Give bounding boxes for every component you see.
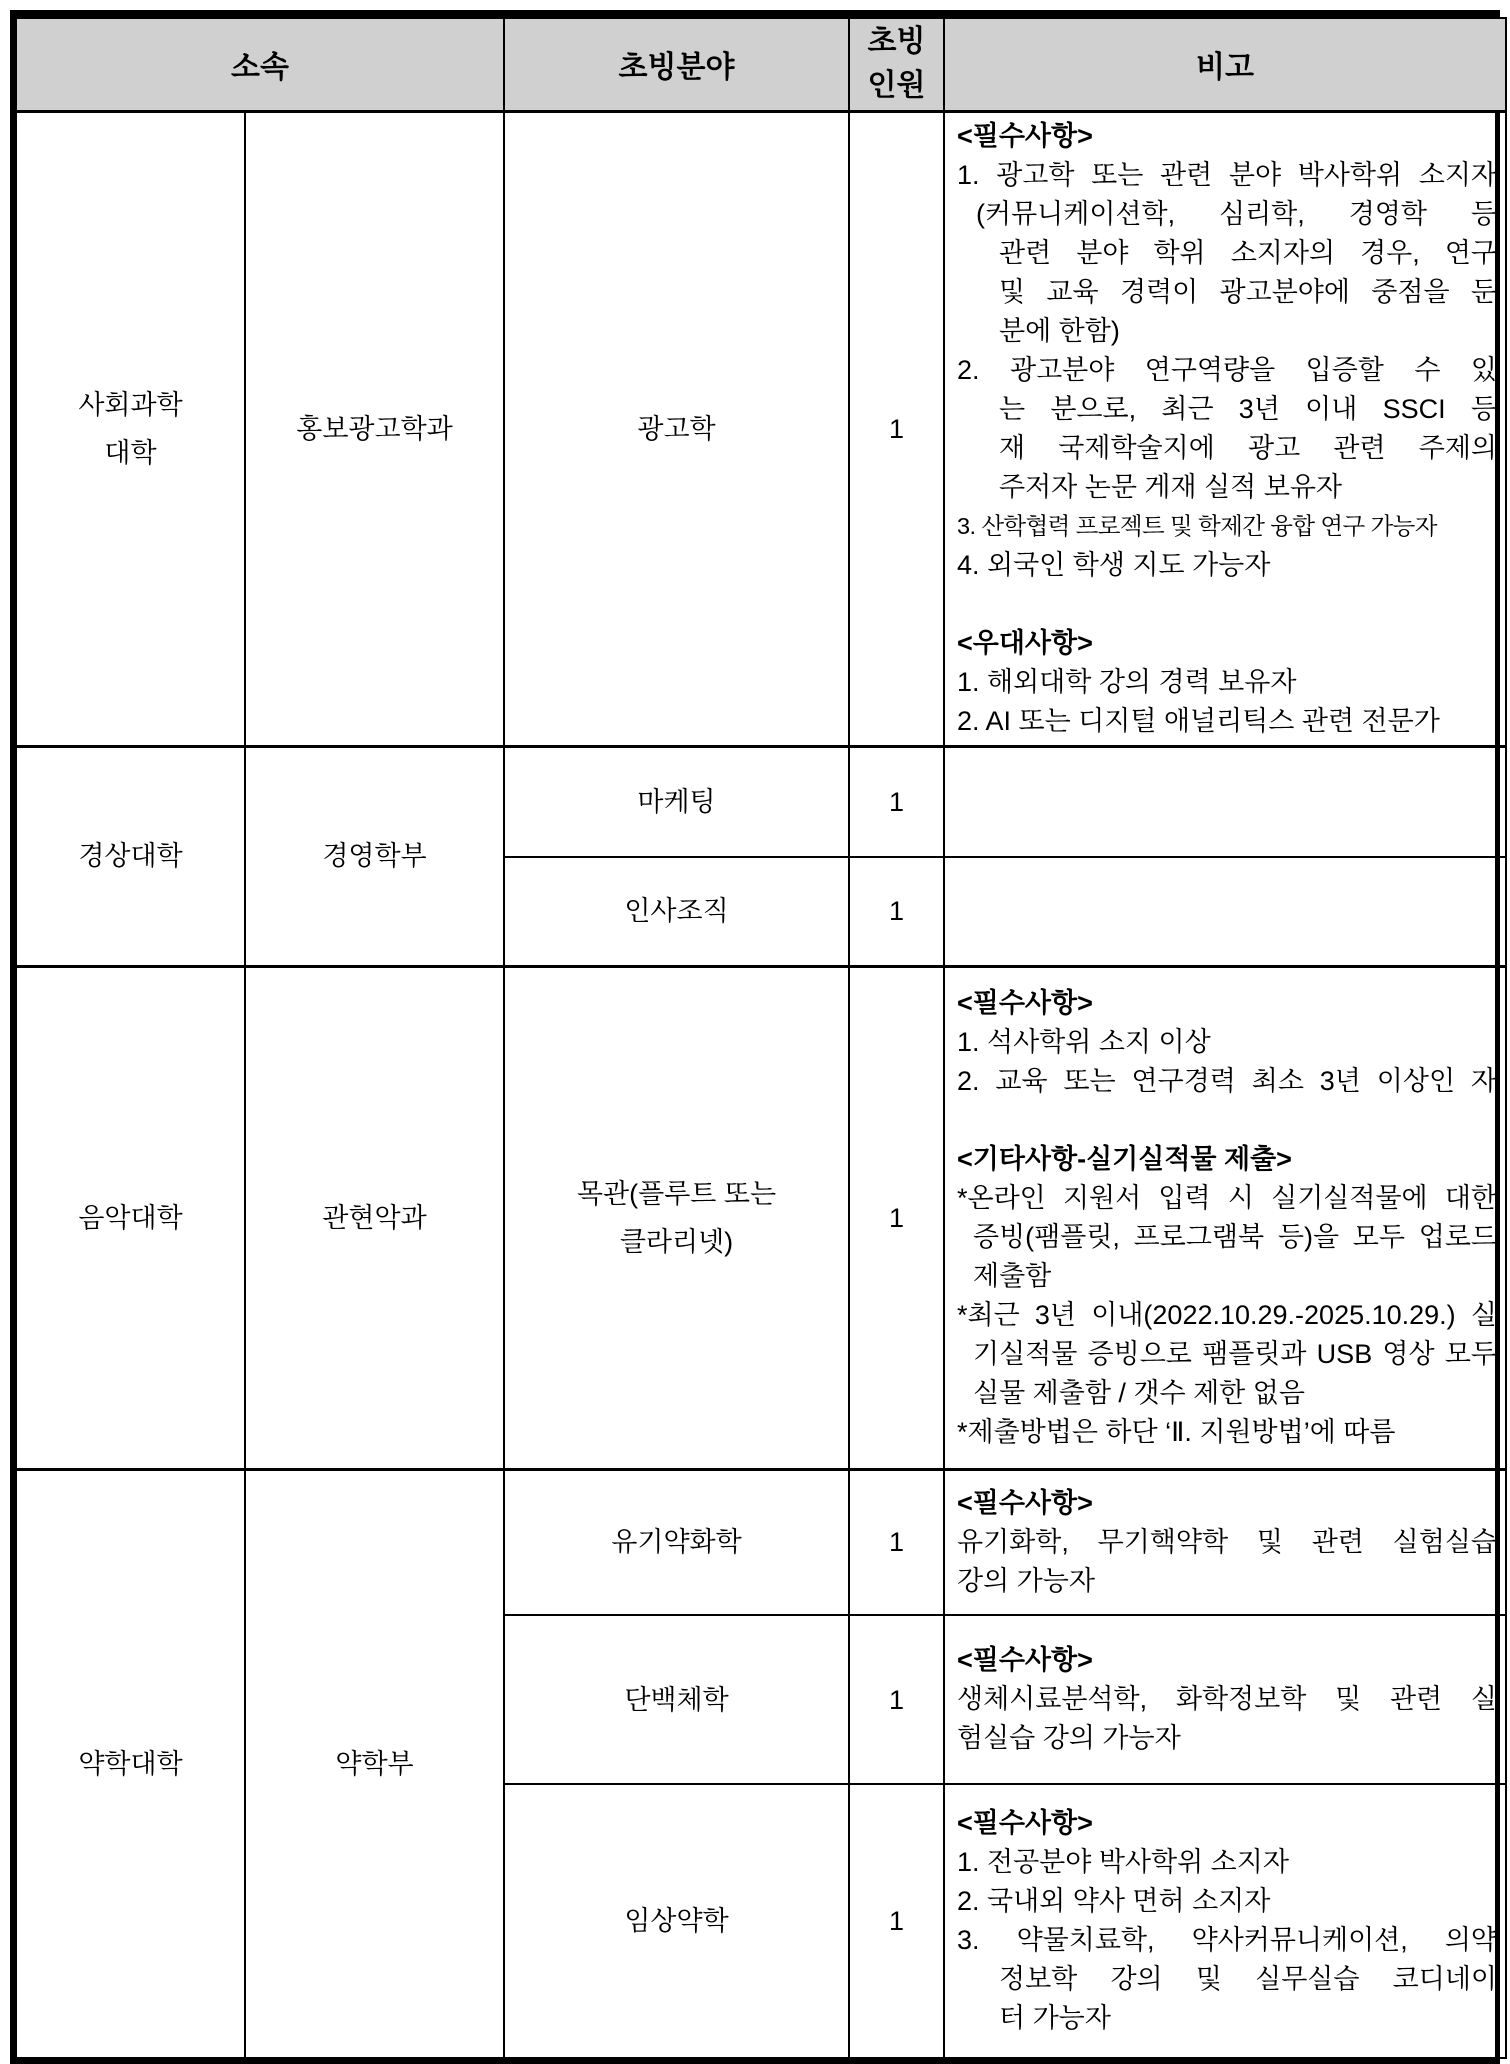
- note-line: 1. 해외대학 강의 경력 보유자: [957, 666, 1297, 697]
- note-line: 생체시료분석학, 화학정보학 및 관련 실: [957, 1684, 1497, 1714]
- note-content: [945, 1800, 1505, 2042]
- count-cell-line: 1: [888, 896, 905, 927]
- table-row: [16, 111, 1506, 746]
- field-cell-line: 클라리넷): [619, 1226, 734, 1257]
- document-page: [10, 10, 1500, 2064]
- count-cell-line: 1: [888, 1527, 905, 1558]
- note-line: 정보학 강의 및 실무실습 코디네이: [999, 1964, 1497, 1994]
- note-line: 2. 광고분야 연구역량을 입증할 수 있: [957, 354, 1497, 385]
- note-line: 1. 전공분야 박사학위 소지자: [957, 1847, 1289, 1877]
- note-line: 유기화학, 무기핵약학 및 관련 실험실습: [957, 1526, 1497, 1557]
- dept-cell-line: 약학부: [335, 1748, 414, 1779]
- note-content: [945, 113, 1505, 745]
- count-cell: [849, 111, 944, 746]
- note-line: 2. AI 또는 디지털 애널리틱스 관련 전문가: [957, 705, 1440, 736]
- table-outer-border: [10, 10, 1500, 2064]
- table-row: [16, 1469, 1506, 1615]
- note-spacer: [957, 585, 1497, 624]
- note-line: 실물 제출함 / 갯수 제한 없음: [973, 1377, 1305, 1408]
- count-cell: [849, 1615, 944, 1784]
- count-cell: [849, 1784, 944, 2058]
- note-line: <필수사항>: [957, 1487, 1093, 1518]
- count-cell-line: 1: [888, 1906, 905, 1936]
- college-cell-line: 대학: [104, 437, 157, 468]
- note-cell: [944, 1469, 1506, 1615]
- dept-cell: [245, 111, 504, 746]
- field-cell: [504, 1469, 849, 1615]
- header-count-line1: 초빙: [867, 25, 926, 59]
- field-cell-line: 인사조직: [624, 896, 729, 927]
- note-line: 재 국제학술지에 광고 관련 주제의: [999, 432, 1497, 463]
- recruitment-table: [15, 17, 1507, 2059]
- header-note: 비고: [944, 18, 1506, 111]
- note-line: <필수사항>: [957, 1808, 1093, 1838]
- note-content: [945, 907, 1505, 915]
- table-body: [16, 111, 1506, 2058]
- note-line: 4. 외국인 학생 지도 가능자: [957, 549, 1271, 580]
- note-line: 1. 석사학위 소지 이상: [957, 1026, 1211, 1057]
- note-line: (커뮤니케이션학, 심리학, 경영학 등: [976, 198, 1497, 229]
- note-line: *최근 3년 이내(2022.10.29.-2025.10.29.) 실: [957, 1299, 1497, 1330]
- dept-cell: [245, 1469, 504, 2058]
- count-cell: [849, 1469, 944, 1615]
- college-cell: [16, 111, 245, 746]
- field-cell-line: 유기약화학: [611, 1527, 742, 1558]
- header-field: 초빙분야: [504, 18, 849, 111]
- note-content: [945, 980, 1505, 1456]
- dept-cell: [245, 966, 504, 1469]
- note-line: 터 가능자: [999, 2003, 1111, 2033]
- note-line: 주저자 논문 게재 실적 보유자: [999, 471, 1342, 502]
- note-line: <필수사항>: [957, 987, 1093, 1018]
- note-line: 험실습 강의 가능자: [957, 1723, 1181, 1753]
- note-cell: [944, 857, 1506, 966]
- note-line: 증빙(팸플릿, 프로그램북 등)을 모두 업로드: [973, 1221, 1497, 1252]
- count-cell-line: 1: [888, 1684, 905, 1715]
- college-cell: [16, 966, 245, 1469]
- note-line: *제출방법은 하단 ‘Ⅱ. 지원방법’에 따름: [957, 1416, 1396, 1447]
- note-line: 강의 가능자: [957, 1565, 1095, 1596]
- dept-cell-line: 경영학부: [322, 841, 427, 871]
- dept-cell-line: 관현악과: [322, 1202, 427, 1233]
- field-cell-line: 임상약학: [624, 1906, 729, 1936]
- college-cell-line: 약학대학: [78, 1748, 183, 1779]
- field-cell-line: 목관(플루트 또는: [576, 1178, 777, 1209]
- note-cell: [944, 746, 1506, 857]
- table-header-row: [16, 18, 1506, 111]
- note-line: 제출함: [973, 1260, 1052, 1291]
- count-cell: [849, 857, 944, 966]
- header-count: [849, 18, 944, 111]
- dept-cell: [245, 746, 504, 966]
- note-content: [945, 1637, 1505, 1762]
- note-line: 분에 한함): [999, 315, 1120, 346]
- count-cell-line: 1: [888, 1202, 905, 1233]
- field-cell: [504, 857, 849, 966]
- field-cell: [504, 1615, 849, 1784]
- note-line: 및 교육 경력이 광고분야에 중점을 둔: [999, 276, 1497, 307]
- field-cell: [504, 111, 849, 746]
- note-spacer: [957, 1101, 1497, 1140]
- note-line: 1. 광고학 또는 관련 분야 박사학위 소지자: [957, 159, 1497, 190]
- dept-cell-line: 홍보광고학과: [296, 413, 453, 444]
- field-cell-line: 광고학: [637, 413, 716, 444]
- note-line: 3. 산학협력 프로젝트 및 학제간 융합 연구 가능자: [957, 512, 1437, 539]
- field-cell-line: 단백체학: [624, 1684, 729, 1715]
- college-cell-line: 경상대학: [78, 841, 183, 871]
- count-cell-line: 1: [888, 413, 905, 444]
- note-line: *온라인 지원서 입력 시 실기실적물에 대한: [957, 1182, 1497, 1213]
- college-cell-line: 음악대학: [78, 1202, 183, 1233]
- note-cell: [944, 1784, 1506, 2058]
- note-line: <필수사항>: [957, 1645, 1093, 1675]
- note-line: 3. 약물치료학, 약사커뮤니케이션, 의약: [957, 1925, 1497, 1955]
- note-line: 는 분으로, 최근 3년 이내 SSCI 등: [999, 393, 1497, 424]
- note-content: [945, 1480, 1505, 1605]
- header-count-line2: 인원: [867, 69, 926, 103]
- note-cell: [944, 111, 1506, 746]
- note-cell: [944, 1615, 1506, 1784]
- count-cell: [849, 746, 944, 857]
- note-line: 2. 교육 또는 연구경력 최소 3년 이상인 자: [957, 1065, 1497, 1096]
- college-cell-line: 사회과학: [78, 389, 183, 420]
- table-row: [16, 746, 1506, 857]
- note-line: 2. 국내외 약사 면허 소지자: [957, 1886, 1271, 1916]
- field-cell-line: 마케팅: [637, 786, 716, 817]
- note-content: [945, 798, 1505, 806]
- field-cell: [504, 1784, 849, 2058]
- count-cell-line: 1: [888, 786, 905, 817]
- header-affiliation: 소속: [16, 18, 504, 111]
- note-line: <기타사항-실기실적물 제출>: [957, 1143, 1292, 1174]
- table-row: [16, 966, 1506, 1469]
- college-cell: [16, 1469, 245, 2058]
- note-line: <우대사항>: [957, 627, 1093, 658]
- field-cell: [504, 746, 849, 857]
- note-cell: [944, 966, 1506, 1469]
- note-line: 관련 분야 학위 소지자의 경우, 연구: [999, 237, 1497, 268]
- field-cell: [504, 966, 849, 1469]
- college-cell: [16, 746, 245, 966]
- note-line: <필수사항>: [957, 120, 1093, 151]
- count-cell: [849, 966, 944, 1469]
- note-line: 기실적물 증빙으로 팸플릿과 USB 영상 모두: [973, 1338, 1497, 1369]
